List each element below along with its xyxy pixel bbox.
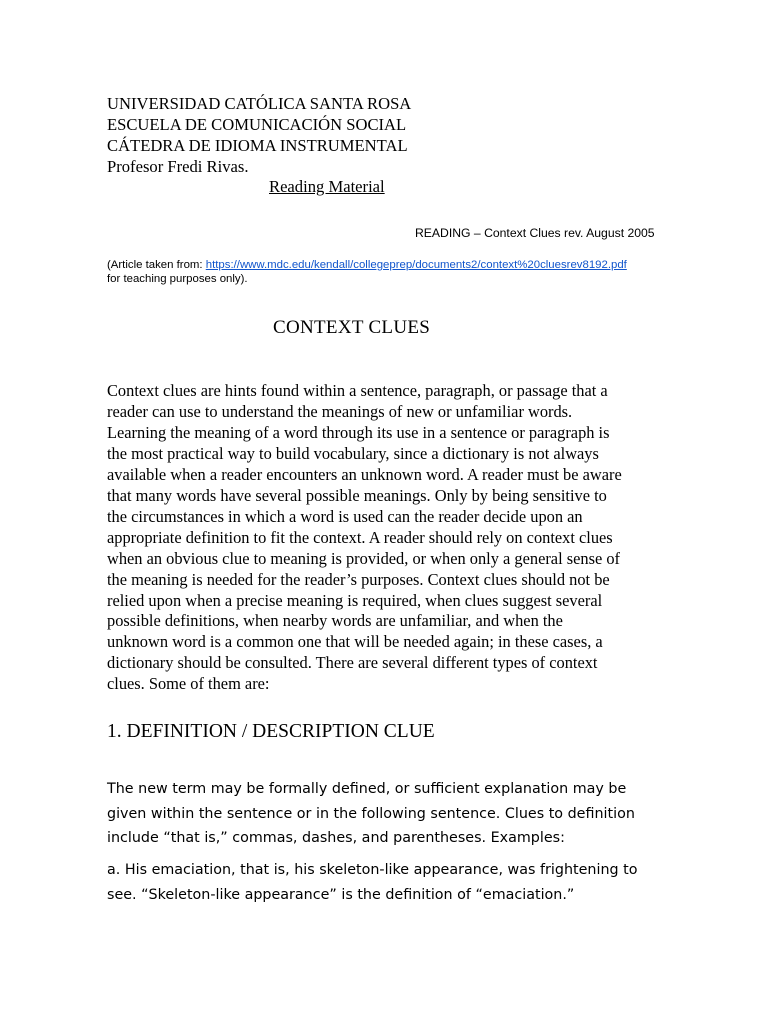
source-suffix: for teaching purposes only). bbox=[107, 273, 248, 285]
paragraph-line: reader can use to understand the meanings of new or unfamiliar words. bbox=[107, 401, 573, 421]
page-title: CONTEXT CLUES bbox=[273, 317, 431, 338]
paragraph-line: appropriate definition to fit the context. A reader should rely on context clues bbox=[107, 527, 613, 547]
example-paragraph bbox=[107, 858, 638, 907]
intro-paragraph bbox=[107, 381, 667, 695]
revision-line: READING – Context Clues rev. August 2005 bbox=[415, 226, 655, 240]
school-name: ESCUELA DE COMUNICACIÓN SOCIAL bbox=[107, 115, 407, 134]
source-line bbox=[107, 258, 627, 272]
paragraph-line: a. His emaciation, that is, his skeleton-like appearance, was frightening to bbox=[107, 862, 638, 878]
source-link[interactable]: https://www.mdc.edu/kendall/collegeprep/documents2/context%20cluesrev8192.pdf bbox=[205, 259, 627, 271]
paragraph-line: The new term may be formally defined, or sufficient explanation may be bbox=[107, 781, 627, 797]
paragraph-line: unknown word is a common one that will be needed again; in these cases, a bbox=[107, 632, 603, 652]
institution-header bbox=[107, 93, 411, 177]
source-prefix: (Article taken from: bbox=[107, 259, 206, 271]
paragraph-line: Learning the meaning of a word through its use in a sentence or paragraph is bbox=[107, 422, 610, 442]
source-citation bbox=[107, 258, 627, 286]
section-heading: 1. DEFINITION / DESCRIPTION CLUE bbox=[107, 721, 435, 742]
university-name: UNIVERSIDAD CATÓLICA SANTA ROSA bbox=[107, 94, 412, 113]
paragraph-line: the circumstances in which a word is used can the reader decide upon an bbox=[107, 506, 583, 526]
paragraph-line: the most practical way to build vocabulary, since a dictionary is not always bbox=[107, 443, 599, 463]
paragraph-line: include “that is,” commas, dashes, and parentheses. Examples: bbox=[107, 830, 565, 846]
department-name: CÁTEDRA DE IDIOMA INSTRUMENTAL bbox=[107, 136, 408, 155]
document-subtitle: Reading Material bbox=[269, 177, 385, 196]
paragraph-line: Context clues are hints found within a sentence, paragraph, or passage that a bbox=[107, 381, 608, 400]
paragraph-line: relied upon when a precise meaning is required, when clues suggest several bbox=[107, 590, 603, 610]
paragraph-line: when an obvious clue to meaning is provided, or when only a general sense of bbox=[107, 548, 620, 568]
paragraph-line: given within the sentence or in the following sentence. Clues to definition bbox=[107, 805, 635, 822]
paragraph-line: see. “Skeleton-like appearance” is the definition of “emaciation.” bbox=[107, 886, 575, 903]
paragraph-line: available when a reader encounters an unknown word. A reader must be aware bbox=[107, 464, 622, 484]
paragraph-line: the meaning is needed for the reader’s purposes. Context clues should not be bbox=[107, 569, 610, 589]
definition-paragraph bbox=[107, 777, 635, 851]
paragraph-line: that many words have several possible meanings. Only by being sensitive to bbox=[107, 485, 607, 505]
professor-name: Profesor Fredi Rivas. bbox=[107, 157, 249, 176]
paragraph-line: dictionary should be consulted. There are several different types of context bbox=[107, 653, 598, 673]
paragraph-line: possible definitions, when nearby words are unfamiliar, and when the bbox=[107, 611, 563, 631]
paragraph-line: clues. Some of them are: bbox=[107, 674, 270, 694]
